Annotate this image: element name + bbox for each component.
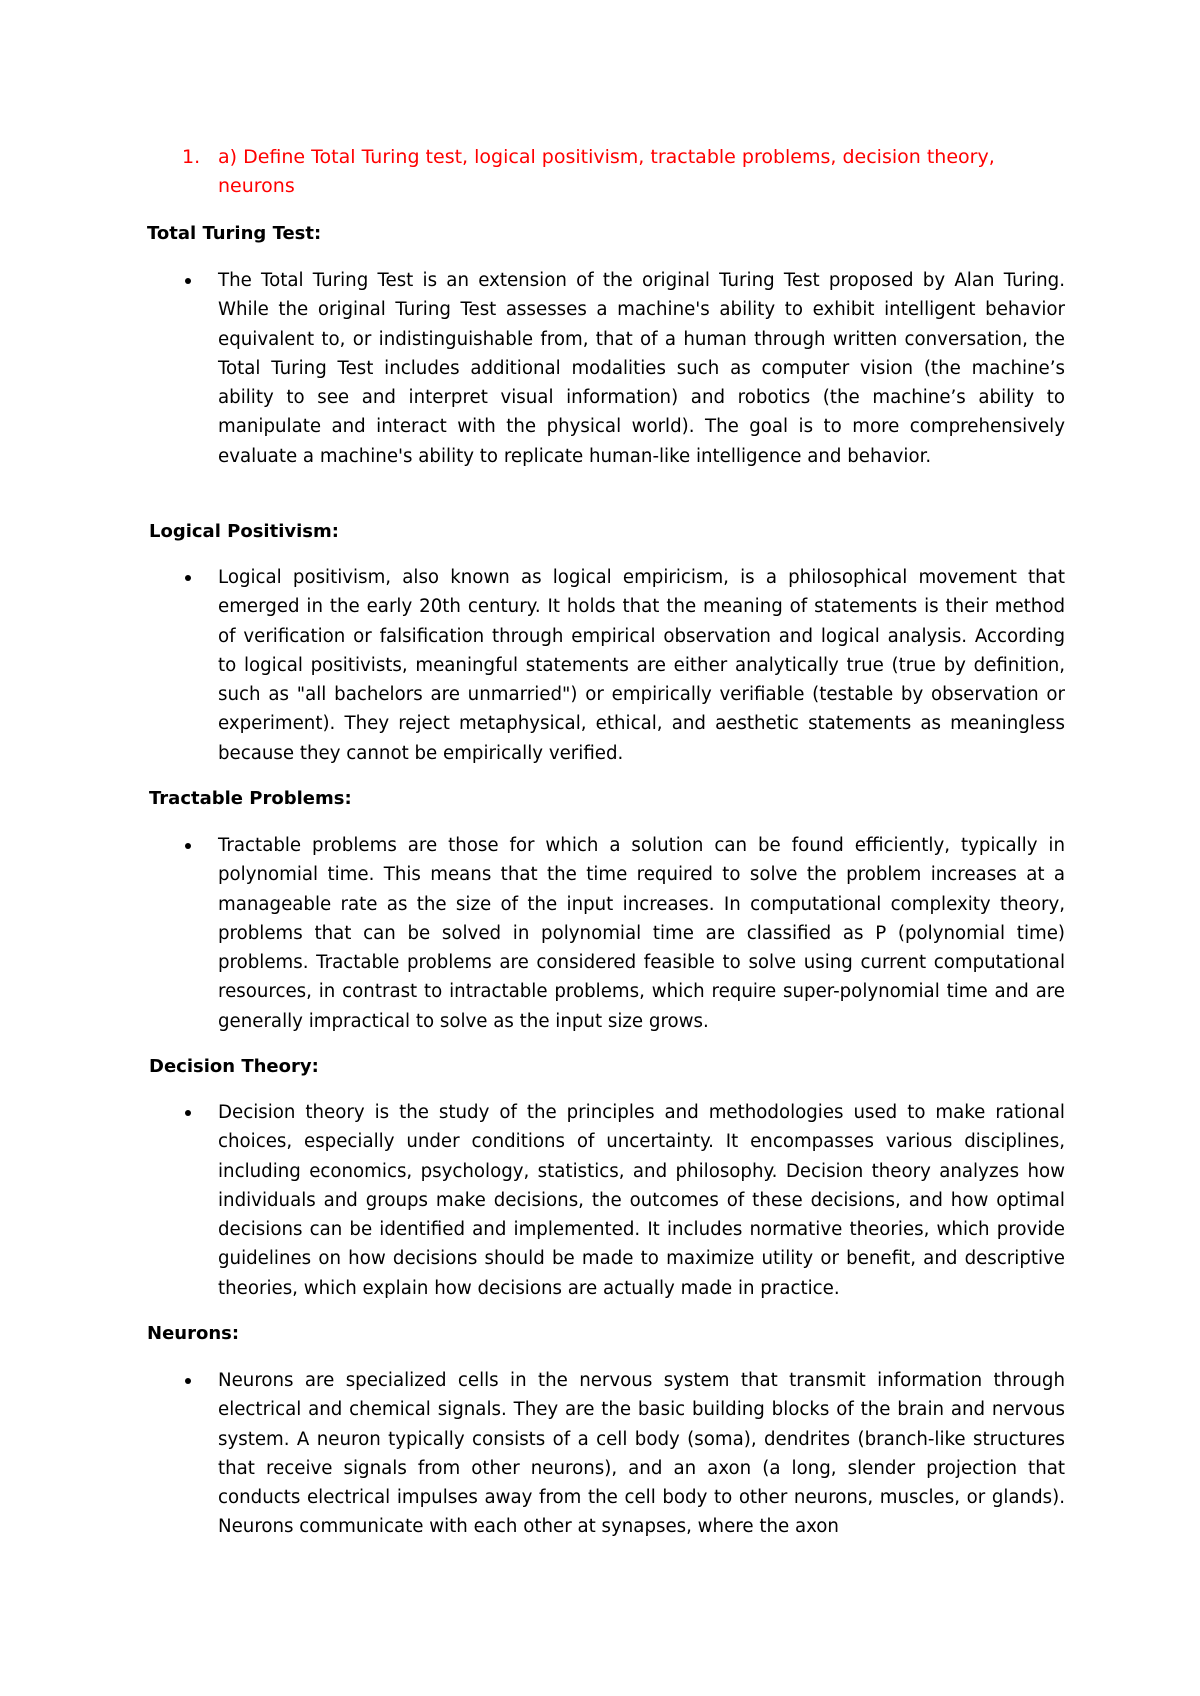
question-number: 1. — [182, 146, 201, 168]
paragraph-logical-positivism: Logical positivism, also known as logical empiricism, is a philosophical movement that emerged in the early 20th century. It holds that the meaning of statements is their method of verification or falsification through empirical observation and logical analysis. According to logical positivists, meaningful statements are either analytically true (true by definition, such as "all bachelors are unmarried") or empirically verifiable (testable by observation or experiment). They reject metaphysical, ethical, and aesthetic statements as meaningless because they cannot be empirically verified. — [218, 567, 1065, 764]
heading-tractable-problems: Tractable Problems: — [149, 788, 352, 809]
section-tractable-problems — [185, 831, 1065, 1036]
heading-neurons: Neurons: — [147, 1323, 240, 1344]
heading-total-turing-test: Total Turing Test: — [147, 223, 322, 244]
question-heading — [182, 143, 1062, 201]
section-decision-theory — [185, 1098, 1065, 1303]
heading-logical-positivism: Logical Positivism: — [149, 521, 339, 542]
bullet-icon — [185, 1378, 191, 1384]
section-neurons — [185, 1366, 1065, 1542]
bullet-icon — [185, 278, 191, 284]
question-text: a) Define Total Turing test, logical positivism, tractable problems, decision theory, neurons — [218, 146, 995, 197]
paragraph-neurons: Neurons are specialized cells in the nervous system that transmit information through electrical and chemical signals. They are the basic building blocks of the brain and nervous system. A neuron typically consists of a cell body (soma), dendrites (branch-like structures that receive signals from other neurons), and an axon (a long, slender projection that conducts electrical impulses away from the cell body to other neurons, muscles, or glands). Neurons communicate with each other at synapses, where the axon — [218, 1370, 1065, 1538]
section-total-turing-test — [185, 266, 1065, 471]
paragraph-tractable-problems: Tractable problems are those for which a solution can be found efficiently, typically in polynomial time. This means that the time required to solve the problem increases at a manageable rate as the size of the input increases. In computational complexity theory, problems that can be solved in polynomial time are classified as P (polynomial time) problems. Tractable problems are considered feasible to solve using current computational resources, in contrast to intractable problems, which require super-polynomial time and are generally impractical to solve as the input size grows. — [218, 835, 1065, 1032]
heading-decision-theory: Decision Theory: — [149, 1056, 319, 1077]
bullet-icon — [185, 1110, 191, 1116]
paragraph-total-turing-test: The Total Turing Test is an extension of the original Turing Test proposed by Alan Turing. While the original Turing Test assesses a machine's ability to exhibit intelligent behavior equivalent to, or indistinguishable from, that of a human through written conversation, the Total Turing Test includes additional modalities such as computer vision (the machine’s ability to see and interpret visual information) and robotics (the machine’s ability to manipulate and interact with the physical world). The goal is to more comprehensively evaluate a machine's ability to replicate human-like intelligence and behavior. — [218, 270, 1065, 467]
paragraph-decision-theory: Decision theory is the study of the principles and methodologies used to make rational choices, especially under conditions of uncertainty. It encompasses various disciplines, including economics, psychology, statistics, and philosophy. Decision theory analyzes how individuals and groups make decisions, the outcomes of these decisions, and how optimal decisions can be identified and implemented. It includes normative theories, which provide guidelines on how decisions should be made to maximize utility or benefit, and descriptive theories, which explain how decisions are actually made in practice. — [218, 1102, 1065, 1299]
section-logical-positivism — [185, 563, 1065, 768]
bullet-icon — [185, 575, 191, 581]
bullet-icon — [185, 843, 191, 849]
